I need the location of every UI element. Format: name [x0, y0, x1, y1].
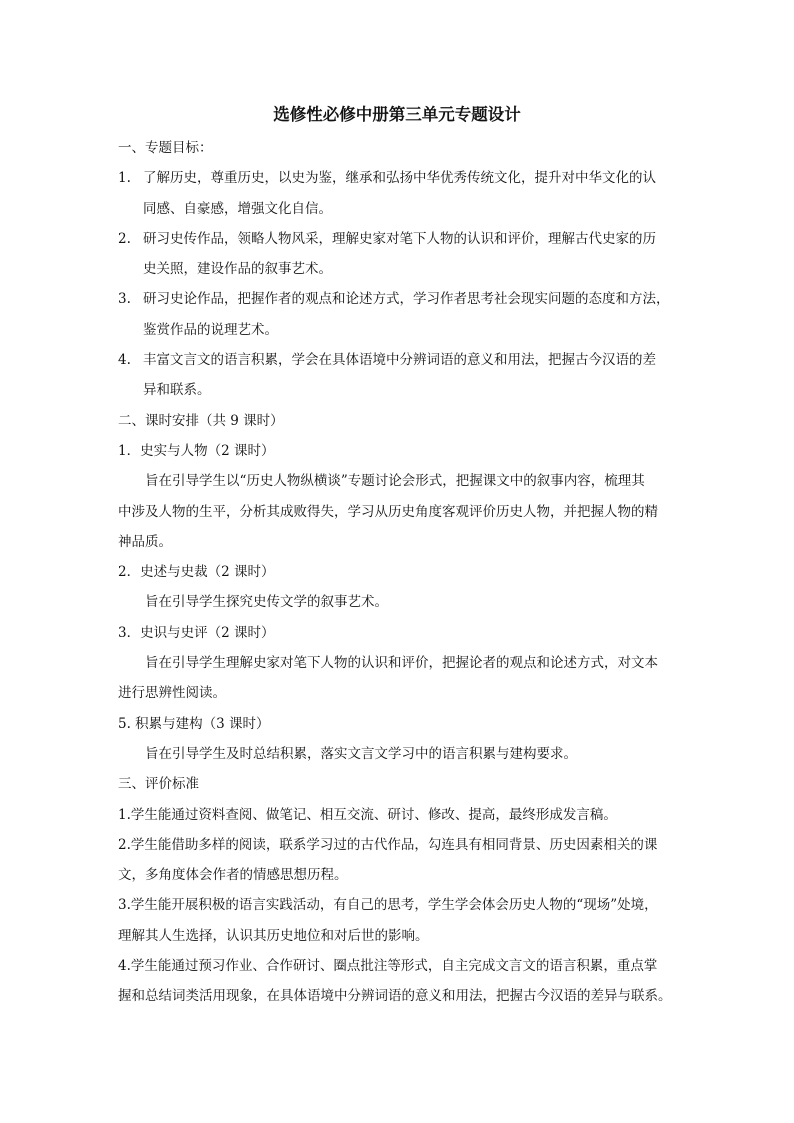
- goal-item-1-text: 了解历史，尊重历史，以史为鉴，继承和弘扬中华优秀传统文化，提升对中华文化的认: [143, 170, 656, 187]
- goal-item-4-line1: [118, 345, 678, 375]
- goal-item-1-line1: [118, 163, 678, 193]
- schedule-part-1-line1: 旨在引导学生以“历史人物纵横谈”专题讨论会形式，把握课文中的叙事内容，梳理其: [145, 473, 645, 490]
- criteria-line-1: 1.学生能通过资料查阅、做笔记、相互交流、研讨、修改、提高，最终形成发言稿。: [118, 806, 617, 823]
- goal-item-2-line1: [118, 224, 678, 254]
- goal-item-3-line2: 鉴赏作品的说理艺术。: [143, 321, 278, 338]
- goal-item-4-line2: 异和联系。: [143, 382, 211, 399]
- goal-item-3-number: 3.: [118, 291, 131, 308]
- goal-item-4-number: 4.: [118, 352, 131, 369]
- goal-item-3-line1: [118, 284, 678, 314]
- goal-item-1-line2: 同感、自豪感，增强文化自信。: [143, 200, 332, 217]
- schedule-part-3-line2: 进行思辨性阅读。: [118, 685, 226, 702]
- schedule-part-2-line1: 旨在引导学生探究史传文学的叙事艺术。: [145, 594, 388, 611]
- criteria-line-7: 握和总结词类活用现象，在具体语境中分辨词语的意义和用法，把握古今汉语的差异与联系。: [118, 988, 672, 1005]
- document-body: [118, 133, 678, 1012]
- goal-item-2-line2: 史关照，建设作品的叙事艺术。: [143, 261, 332, 278]
- schedule-part-2-title: 2．史述与史裁（2 课时）: [118, 564, 275, 581]
- goal-item-4-text: 丰富文言文的语言积累，学会在具体语境中分辨词语的意义和用法，把握古今汉语的差: [143, 352, 656, 369]
- goal-item-2-text: 研习史传作品，领略人物风采，理解史家对笔下人物的认识和评价，理解古代史家的历: [143, 230, 656, 247]
- schedule-part-1-line3: 神品质。: [118, 533, 172, 550]
- section1-heading: 一、专题目标：: [118, 140, 213, 156]
- schedule-part-4-line1: 旨在引导学生及时总结积累，落实文言文学习中的语言积累与建构要求。: [145, 745, 577, 762]
- schedule-part-1-title: 1．史实与人物（2 课时）: [118, 442, 275, 459]
- document-title: 选修性必修中册第三单元专题设计: [273, 105, 521, 124]
- criteria-line-2: 2.学生能借助多样的阅读，联系学习过的古代作品，勾连具有相同背景、历史因素相关的课: [118, 836, 658, 853]
- section2-heading: 二、课时安排（共 9 课时）: [118, 412, 284, 429]
- goal-item-3-text: 研习史论作品，把握作者的观点和论述方式，学习作者思考社会现实问题的态度和方法，: [143, 291, 670, 308]
- goal-item-1-number: 1.: [118, 170, 131, 187]
- criteria-line-5: 理解其人生选择，认识其历史地位和对后世的影响。: [118, 927, 429, 944]
- schedule-part-1-line2: 中涉及人物的生平，分析其成败得失，学习从历史角度客观评价历史人物，并把握人物的精: [118, 503, 658, 520]
- schedule-part-3-title: 3．史识与史评（2 课时）: [118, 624, 275, 641]
- criteria-line-4: 3.学生能开展积极的语言实践活动，有自己的思考，学生学会体会历史人物的“现场”处境，: [118, 897, 658, 914]
- schedule-part-3-line1: 旨在引导学生理解史家对笔下人物的认识和评价，把握论者的观点和论述方式，对文本: [145, 655, 658, 672]
- schedule-part-4-title: 5. 积累与建构（3 课时）: [118, 715, 270, 732]
- criteria-line-6: 4.学生能通过预习作业、合作研讨、圈点批注等形式，自主完成文言文的语言积累，重点掌: [118, 958, 658, 975]
- criteria-line-3: 文，多角度体会作者的情感思想历程。: [118, 867, 348, 884]
- section3-heading: 三、评价标准: [118, 776, 199, 793]
- goal-item-2-number: 2.: [118, 230, 131, 247]
